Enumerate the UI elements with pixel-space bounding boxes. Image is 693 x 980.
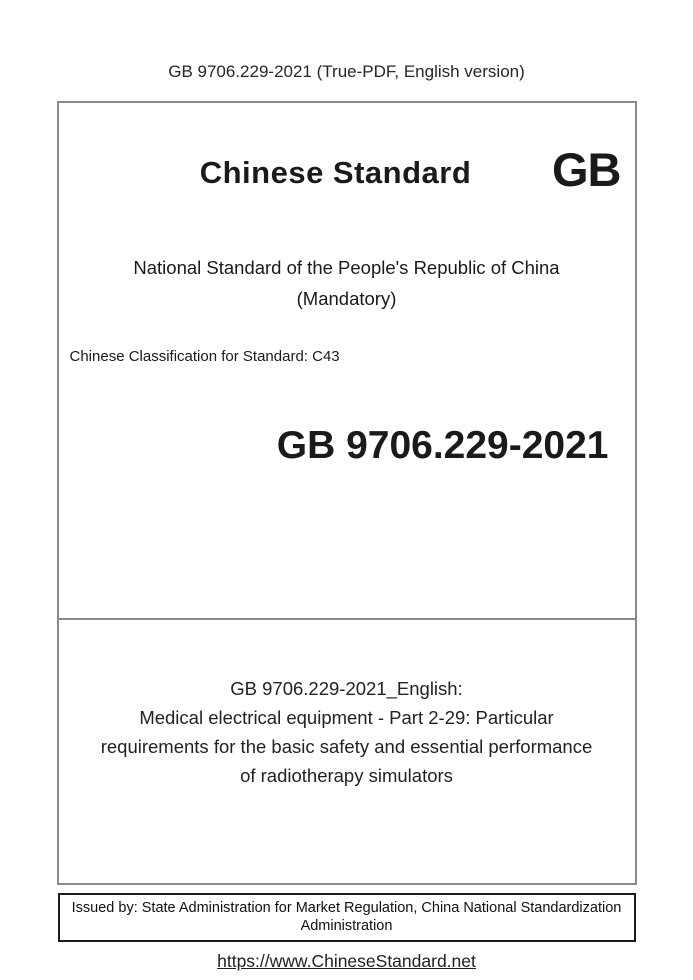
- issued-by-line: Administration: [300, 918, 393, 934]
- national-standard-subtitle: National Standard of the People's Republic of China: [133, 257, 560, 278]
- issued-by-box: [58, 893, 636, 942]
- cover-box: [57, 101, 637, 885]
- description-line: GB 9706.229-2021_English:: [230, 678, 463, 699]
- standard-number: GB 9706.229-2021: [276, 424, 609, 467]
- brand-title: Chinese Standard: [199, 155, 472, 190]
- classification-label: Chinese Classification for Standard: C43: [69, 348, 340, 365]
- mandatory-label: (Mandatory): [296, 288, 397, 309]
- issued-by-line: Issued by: State Administration for Market Regulation, China National Standardization: [71, 900, 622, 916]
- cover-top-section: [59, 143, 635, 618]
- gb-logo: GB: [552, 143, 621, 196]
- page-header-title: GB 9706.229-2021 (True-PDF, English version): [168, 62, 525, 81]
- description-line: Medical electrical equipment - Part 2-29: Particular: [139, 707, 554, 728]
- description-line: of radiotherapy simulators: [240, 765, 453, 786]
- brand-row: [59, 143, 635, 199]
- footer-link[interactable]: https://www.ChineseStandard.net: [217, 951, 476, 971]
- description-line: requirements for the basic safety and essential performance: [100, 736, 593, 757]
- footer: [0, 951, 693, 972]
- description-section: [59, 620, 635, 883]
